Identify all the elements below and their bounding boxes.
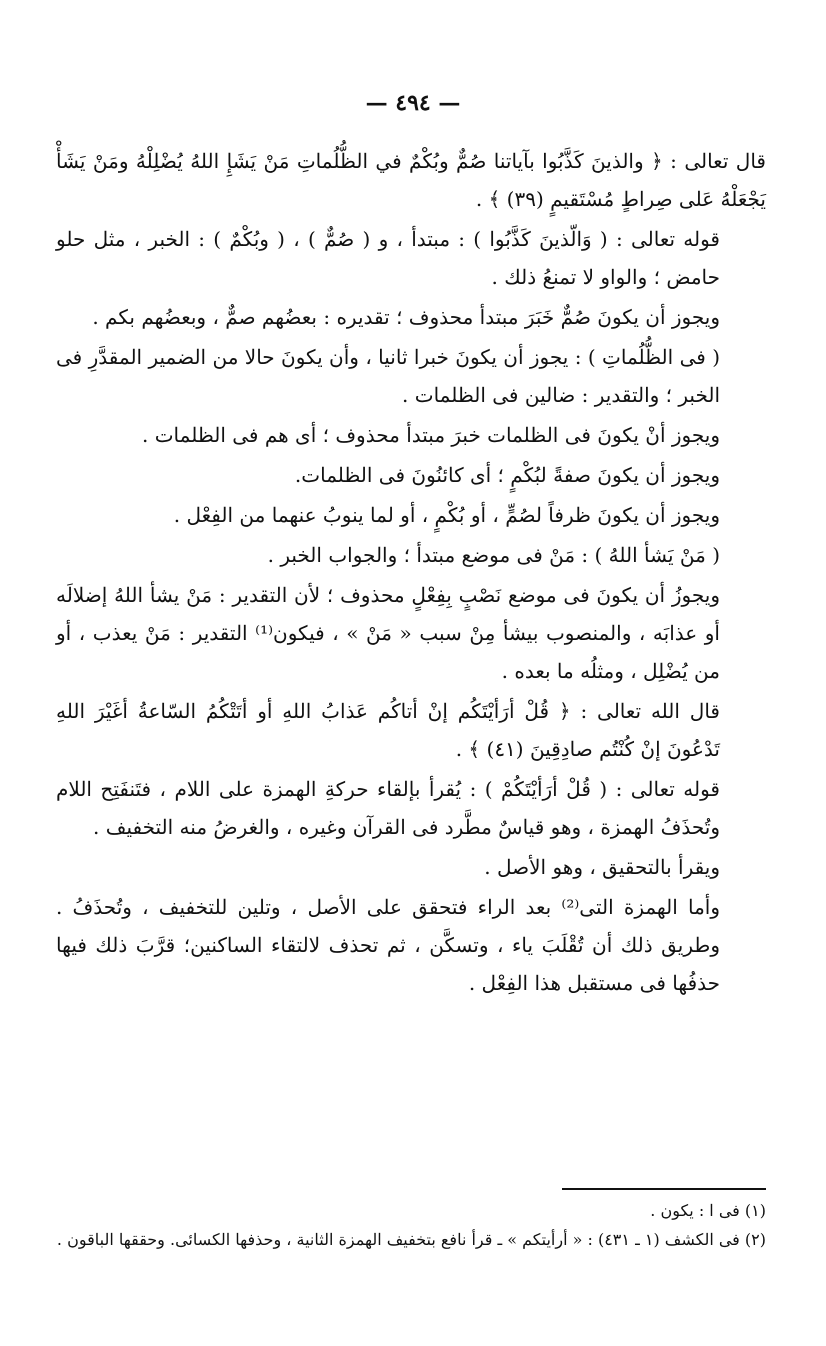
footnote: (١) فى ا : يكون . [650,1201,766,1220]
page-number: — ٤٩٤ — [365,90,461,116]
commentary-paragraph: وأما الهمزة التى⁽²⁾ بعد الراء فتحقق على الأصل ، وتلين للتخفيف ، وتُحذَفُ . وطريق ذلك أن تُقْلَبَ ياء ، وتسكَّن ، ثم تحذف لالتقاء الساكنين؛ قرَّبَ ذلك فيها حذفُها فى مستقبل هذا الفِعْل . [56,895,721,995]
commentary-paragraph: ويجوز أن يكونَ ظرفاً لصُمٍّ ، أو بُكْمٍ ، أو لما ينوبُ عنهما من الفِعْل . [173,503,720,527]
commentary-paragraph: ويجوز أن يكونَ صفةً لبُكْمٍ ؛ أى كائنُونَ فى الظلمات. [294,463,720,487]
footnote-divider [562,1188,766,1190]
footnotes [56,1196,766,1254]
commentary-paragraph: ويجوز أن يكونَ صُمٌّ خَبَرَ مبتدأ محذوف ؛ تقديره : بعضُهم صمٌّ ، وبعضُهم بكم . [92,305,720,329]
commentary-paragraph: ( فى الظُّلُماتِ ) : يجوز أن يكونَ خبرا ثانيا ، وأن يكونَ حالا من الضمير المقدَّرِ فى الخبر ؛ والتقدير : ضالين فى الظلمات . [56,345,720,407]
commentary-paragraph: ( مَنْ يَشأ اللهُ ) : مَنْ فى موضع مبتدأ ؛ والجواب الخبر . [267,543,720,567]
commentary-paragraph: قوله تعالى : ( قُلْ أرَأيْتَكُمْ ) : يُقرأ بإلقاء حركةِ الهمزة على اللام ، فتَنفَتِح اللام وتُحذَفُ الهمزة ، وهو قياسٌ مطَّرد فى القرآن وغيره ، والغرضُ منه التخفيف . [56,777,720,839]
commentary-paragraph: ويقرأ بالتحقيق ، وهو الأصل . [484,855,720,879]
verse-paragraph: قال تعالى : ﴿ والذينَ كَذَّبُوا بآياتنا صُمٌّ وبُكْمٌ في الظُّلُماتِ مَنْ يَشَإِ اللهُ يُضْلِلْهُ ومَنْ يَشَأْ يَجْعَلْهُ عَلى صِراطٍ مُسْتَقيمٍ (٣٩) ﴾ . [56,149,766,211]
commentary-paragraph: ويجوزُ أن يكونَ فى موضع نَصْبٍ بِفِعْلٍ محذوف ؛ لأن التقدير : مَنْ يشأ اللهُ إضلالَه أو عذابَه ، والمنصوب بيشأ مِنْ سبب « مَنْ » ، فيكون⁽¹⁾ التقدير : مَنْ يعذب ، أو من يُضْلِل ، ومثلُه ما بعده . [56,583,720,683]
commentary-paragraph: قوله تعالى : ( وَالّذينَ كَذَّبُوا ) : مبتدأ ، و ( صُمٌّ ) ، ( وبُكْمٌ ) : الخبر ، مثل حلو حامض ؛ والواو لا تمنعُ ذلك . [56,227,720,289]
verse-paragraph: قال الله تعالى : ﴿ قُلْ أرَأيْتَكُم إنْ أتاكُم عَذابُ اللهِ أو أتَتْكُمُ السّاعةُ أغَيْرَ اللهِ تَدْعُونَ إنْ كُنْتُم صادِقِينَ (٤١) ﴾ . [56,699,720,761]
main-text [56,142,766,1004]
footnote: (٢) فى الكشف (١ ـ ٤٣١) : « أرأيتكم » ـ قرأ نافع بتخفيف الهمزة الثانية ، وحذفها الكسائى. وحققها الباقون . [56,1230,766,1249]
commentary-paragraph: ويجوز أنْ يكونَ فى الظلمات خبرَ مبتدأ محذوف ؛ أى هم فى الظلمات . [142,423,720,447]
